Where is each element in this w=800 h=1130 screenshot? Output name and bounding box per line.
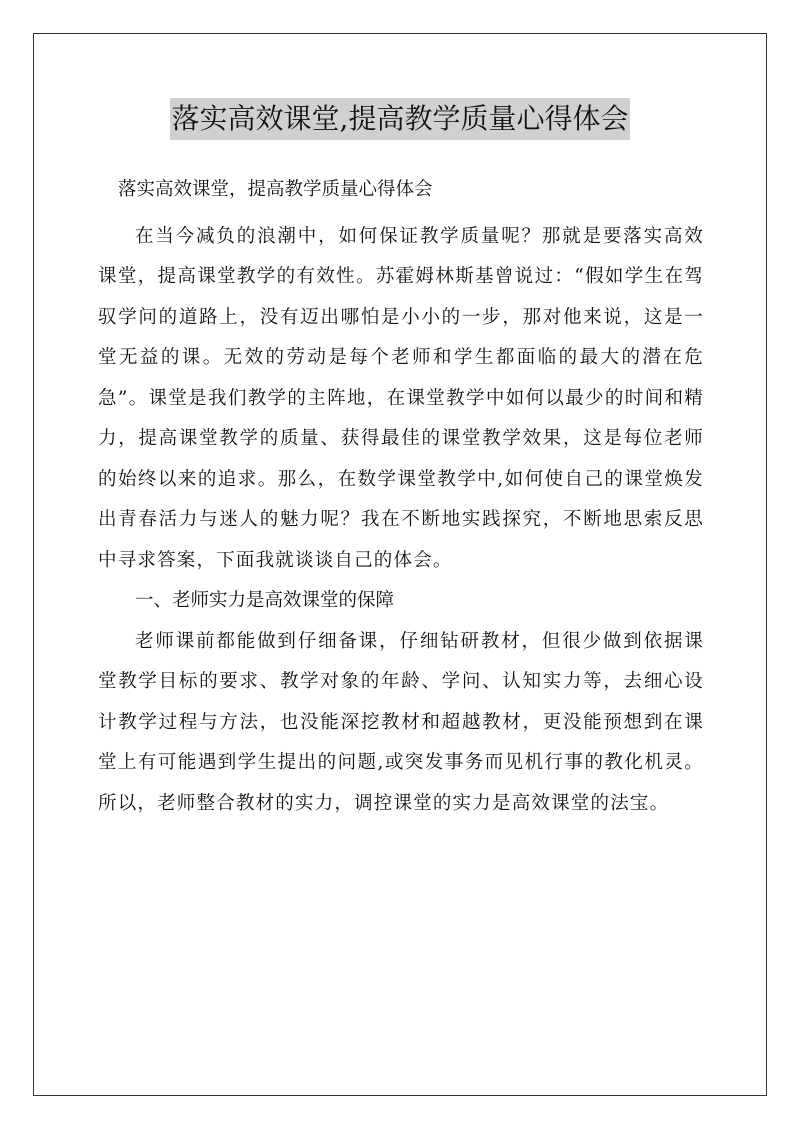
section-heading: 一、老师实力是高效课堂的保障 <box>135 590 395 611</box>
paragraph-section-1: 老师课前都能做到仔细备课，仔细钻研教材，但很少做到依据课堂教学目标的要求、教学对象的年龄、学问、认知实力等，去细心设计教学过程与方法，也没能深挖教材和超越教材，更没能预想到在课堂上有可能遇到学生提出的问题,或突发事务而见机行事的教化机灵。所以，老师整合教材的实力，调控课堂的实力是高效课堂的法宝。 <box>98 630 704 814</box>
title-container <box>0 98 800 140</box>
document-body <box>98 170 704 824</box>
document-subtitle: 落实高效课堂，提高教学质量心得体会 <box>118 179 433 200</box>
document-title: 落实高效课堂,提高教学质量心得体会 <box>170 98 631 140</box>
paragraph-intro: 在当今减负的浪潮中，如何保证教学质量呢？那就是要落实高效课堂，提高课堂教学的有效性。苏霍姆林斯基曾说过：“假如学生在驾驭学问的道路上，没有迈出哪怕是小小的一步，那对他来说，这是一堂无益的课。无效的劳动是每个老师和学生都面临的最大的潜在危急”。课堂是我们教学的主阵地，在课堂教学中如何以最少的时间和精力，提高课堂教学的质量、获得最佳的课堂教学效果，这是每位老师的始终以来的追求。那么，在数学课堂教学中,如何使自己的课堂焕发出青春活力与迷人的魅力呢？我在不断地实践探究，不断地思索反思中寻求答案，下面我就谈谈自己的体会。 <box>98 225 704 571</box>
